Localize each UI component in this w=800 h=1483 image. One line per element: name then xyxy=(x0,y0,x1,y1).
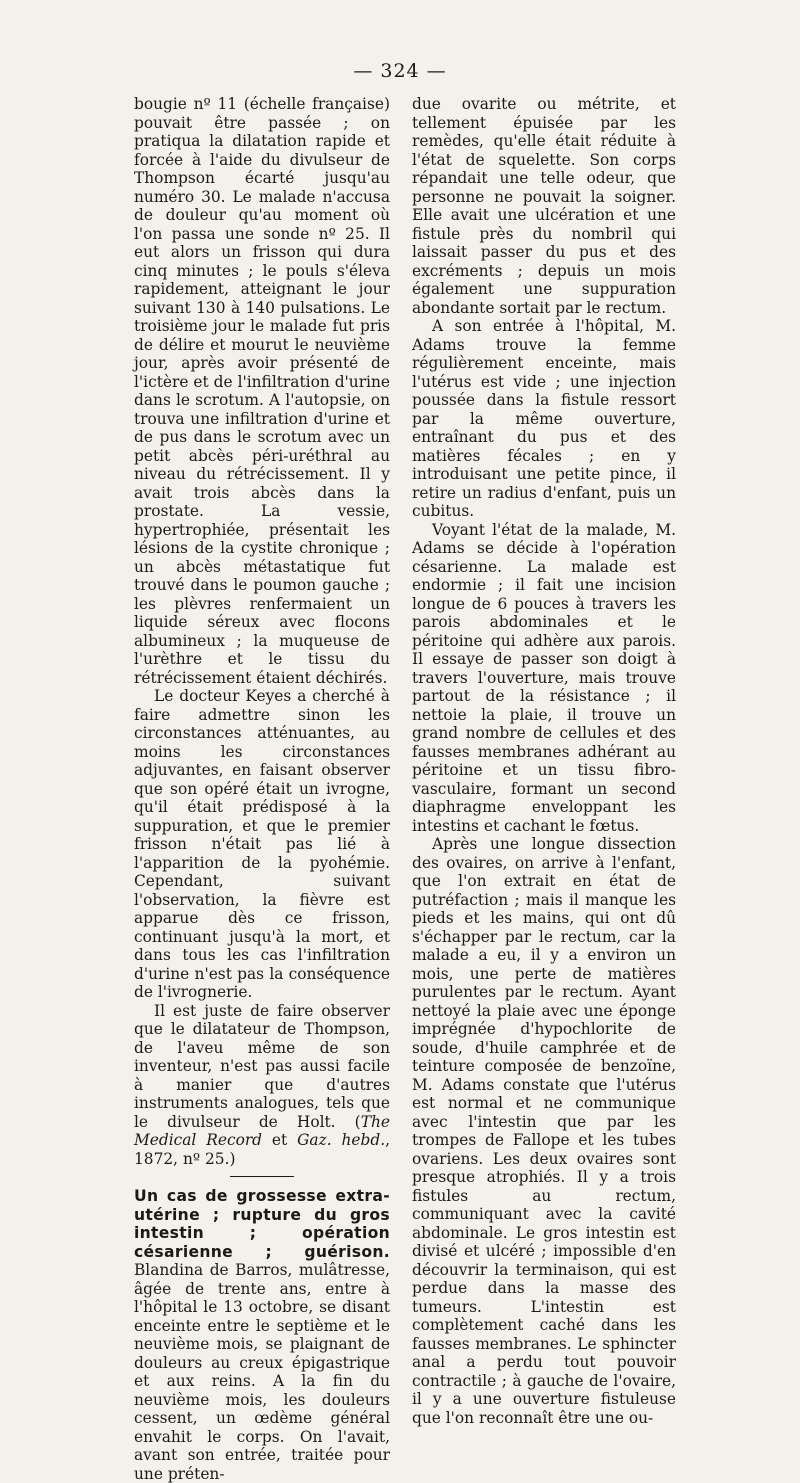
section-divider xyxy=(230,1176,294,1177)
left-column xyxy=(134,95,390,1483)
journal-title: Gaz. hebd. xyxy=(297,1131,386,1149)
paragraph: bougie nº 11 (échelle française) pouvait être passée ; on pratiqua la dilatation rapide et forcée à l'aide du divulseur de Thompson écarté jusqu'au numéro 30. Le malade n'accusa de douleur qu'au moment où l'on passa une sonde nº 25. Il eut alors un frisson qui dura cinq minutes ; le pouls s'éleva rapidement, atteignant le jour suivant 130 à 140 pulsations. Le troisième jour le malade fut pris de délire et mourut le neuvième jour, après avoir présenté de l'ictère et de l'infiltration d'urine dans le scrotum. A l'autopsie, on trouva une infiltration d'urine et de pus dans le scrotum avec un petit abcès péri-uréthral au niveau du rétrécissement. Il y avait trois abcès dans la prostate. La vessie, hypertrophiée, présentait les lésions de la cystite chronique ; un abcès métastatique fut trouvé dans le poumon gauche ; les plèvres renfermaient un liquide séreux avec flocons albumineux ; la muqueuse de l'urèthre et le tissu du rétrécissement étaient déchirés. xyxy=(134,95,390,687)
journal-title: The Medical Record xyxy=(134,1112,390,1149)
paragraph: due ovarite ou métrite, et tellement épuisée par les remèdes, qu'elle était réduite à l'état de squelette. Son corps répandait une telle odeur, que personne ne pouvait la soigner. Elle avait une ulcération et une fistule près du nombril qui laissait passer du pus et des excréments ; depuis un mois également une suppuration abondante sortait par le rectum. xyxy=(412,95,676,317)
conjunction: et xyxy=(262,1131,298,1149)
article-paragraph xyxy=(134,1187,390,1483)
paragraph-text: Blandina de Barros, mulâtresse, âgée de trente ans, entre à l'hôpital le 13 octobre, se disant enceinte entre le septième et le neuvième mois, se plaignant de douleurs au creux épigastrique et aux reins. A la fin du neuvième mois, les douleurs cessent, un œdème général envahit le corps. On l'avait, avant son entrée, traitée pour une préten- xyxy=(134,1261,390,1483)
paragraph: A son entrée à l'hôpital, M. Adams trouve la femme régulièrement enceinte, mais l'utérus est vide ; une injection poussée dans la fistule ressort par la même ouverture, entraînant du pus et des matières fécales ; en y introduisant une petite pince, il retire un radius d'enfant, puis un cubitus. xyxy=(412,317,676,520)
paragraph-citation xyxy=(134,1002,390,1169)
paragraph: Voyant l'état de la malade, M. Adams se décide à l'opération césarienne. La malade est endormie ; il fait une incision longue de 6 pouces à travers les parois abdominales et le péritoine qui adhère aux parois. Il essaye de passer son doigt à travers l'ouverture, mais trouve partout de la résistance ; il nettoie la plaie, il trouve un grand nombre de cellules et des fausses membranes adhérant au péritoine et un tissu fibro-vasculaire, formant un second diaphragme enveloppant les intestins et cachant le fœtus. xyxy=(412,520,676,835)
page-number: — 324 — xyxy=(353,60,447,82)
paragraph-text: Il est juste de faire observer que le dilatateur de Thompson, de l'aveu même de son inventeur, n'est pas aussi facile à manier que d'autres instruments analogues, tels que le divulseur de Holt. ( xyxy=(134,1001,390,1131)
citation-end: , 1872, nº 25.) xyxy=(134,1131,391,1168)
article-heading: Un cas de grossesse extra-utérine ; rupture du gros intestin ; opération césarienne ; guérison. xyxy=(134,1187,390,1261)
right-column xyxy=(412,95,676,1427)
paragraph: Le docteur Keyes a cherché à faire admettre sinon les circonstances atténuantes, au moins les circonstances adjuvantes, en faisant observer que son opéré était un ivrogne, qu'il était prédisposé à la suppuration, et que le premier frisson n'était pas lié à l'apparition de la pyohémie. Cependant, suivant l'observation, la fièvre est apparue dès ce frisson, continuant jusqu'à la mort, et dans tous les cas l'infiltration d'urine n'est pas la conséquence de l'ivrognerie. xyxy=(134,687,390,1001)
paragraph: Après une longue dissection des ovaires, on arrive à l'enfant, que l'on extrait en état de putréfaction ; mais il manque les pieds et les mains, qui ont dû s'échapper par le rectum, car la malade a eu, il y a environ un mois, une perte de matières purulentes par le rectum. Ayant nettoyé la plaie avec une éponge imprégnée d'hypochlorite de soude, d'huile camphrée et de teinture composée de benzoïne, M. Adams constate que l'utérus est normal et ne communique avec l'intestin que par les trompes de Fallope et les tubes ovariens. Les deux ovaires sont presque atrophiés. Il y a trois fistules au rectum, communiquant avec la cavité abdominale. Le gros intestin est divisé et ulcéré ; impossible d'en découvrir la terminaison, qui est perdue dans la masse des tumeurs. L'intestin est complètement caché dans les fausses membranes. Le sphincter anal a perdu tout pouvoir contractile ; à gauche de l'ovaire, il y a une ouverture fistuleuse que l'on reconnaît être une ou- xyxy=(412,835,676,1427)
